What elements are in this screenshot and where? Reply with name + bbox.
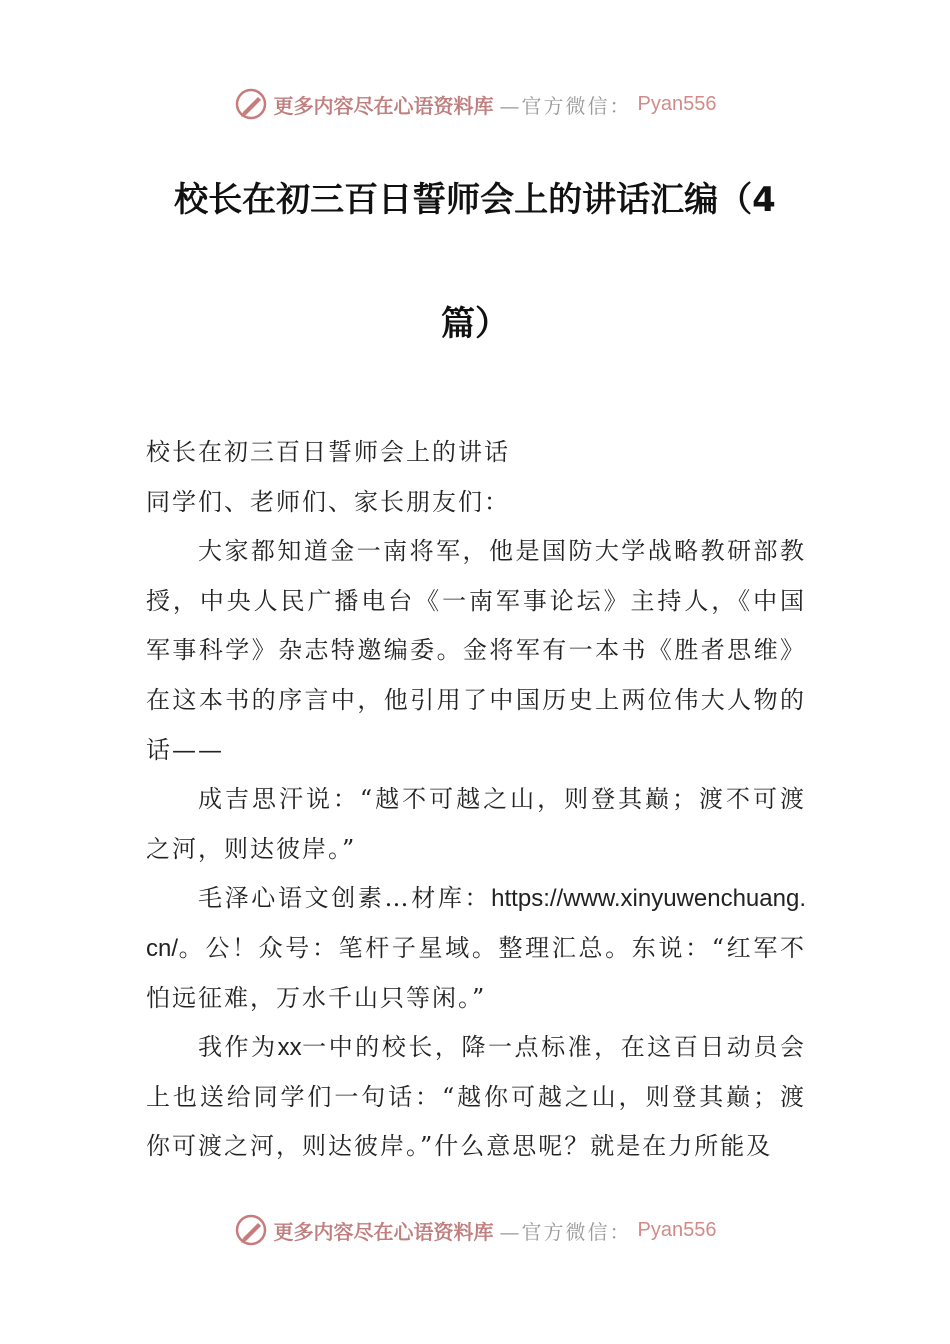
- banner-site-name: 更多内容尽在心语资料库: [273, 93, 494, 118]
- pen-logo-icon: [234, 87, 268, 121]
- document-title-line1: 校长在初三百日誓师会上的讲话汇编（4: [174, 180, 776, 220]
- salutation: 同学们、老师们、家长朋友们：: [146, 487, 510, 516]
- document-body: [146, 428, 806, 1172]
- paragraph-4-end: 一中的校长，降一点标准，在这百日动员会上也送给同学们一句话：“越你可越之山，则登其巅；渡你可渡之河，则达彼岸。”什么意思呢？就是在力所能及: [146, 1033, 807, 1161]
- banner-site-name: 更多内容尽在心语资料库: [273, 1219, 494, 1244]
- paragraph-3-end: 。公！众号：笔杆子星域。整理汇总。东说：“红军不怕远征难，万水千山只等闲。”: [146, 933, 806, 1012]
- banner-wechat-label: —官方微信：: [499, 93, 632, 118]
- header-watermark-banner: [0, 82, 950, 126]
- section-heading: 校长在初三百日誓师会上的讲话: [146, 438, 510, 466]
- paragraph-3-start: 毛泽心语文创素…材库：: [198, 884, 492, 913]
- banner-wechat-id: Pyan556: [637, 1218, 717, 1241]
- banner-wechat-id: Pyan556: [637, 92, 717, 115]
- paragraph-4-xx: xx: [277, 1034, 302, 1062]
- document-title-line2: 篇）: [441, 304, 509, 344]
- paragraph-4: [146, 1023, 806, 1172]
- paragraph-3-url: https://www.xinyuwenchuang.cn/: [146, 885, 806, 962]
- pen-logo-icon: [234, 1213, 268, 1247]
- banner-wechat-label: —官方微信：: [499, 1219, 632, 1244]
- paragraph-4-start: 我作为: [198, 1033, 278, 1062]
- paragraph-2: 成吉思汗说：“越不可越之山，则登其巅；渡不可渡之河，则达彼岸。”: [146, 785, 806, 863]
- footer-watermark-banner: [0, 1208, 950, 1252]
- paragraph-1: 大家都知道金一南将军，他是国防大学战略教研部教授，中央人民广播电台《一南军事论坛》主持人，《中国军事科学》杂志特邀编委。金将军有一本书《胜者思维》在这本书的序言中，他引用了中国历史上两位伟大人物的话——: [146, 537, 806, 764]
- paragraph-3: [146, 874, 806, 1023]
